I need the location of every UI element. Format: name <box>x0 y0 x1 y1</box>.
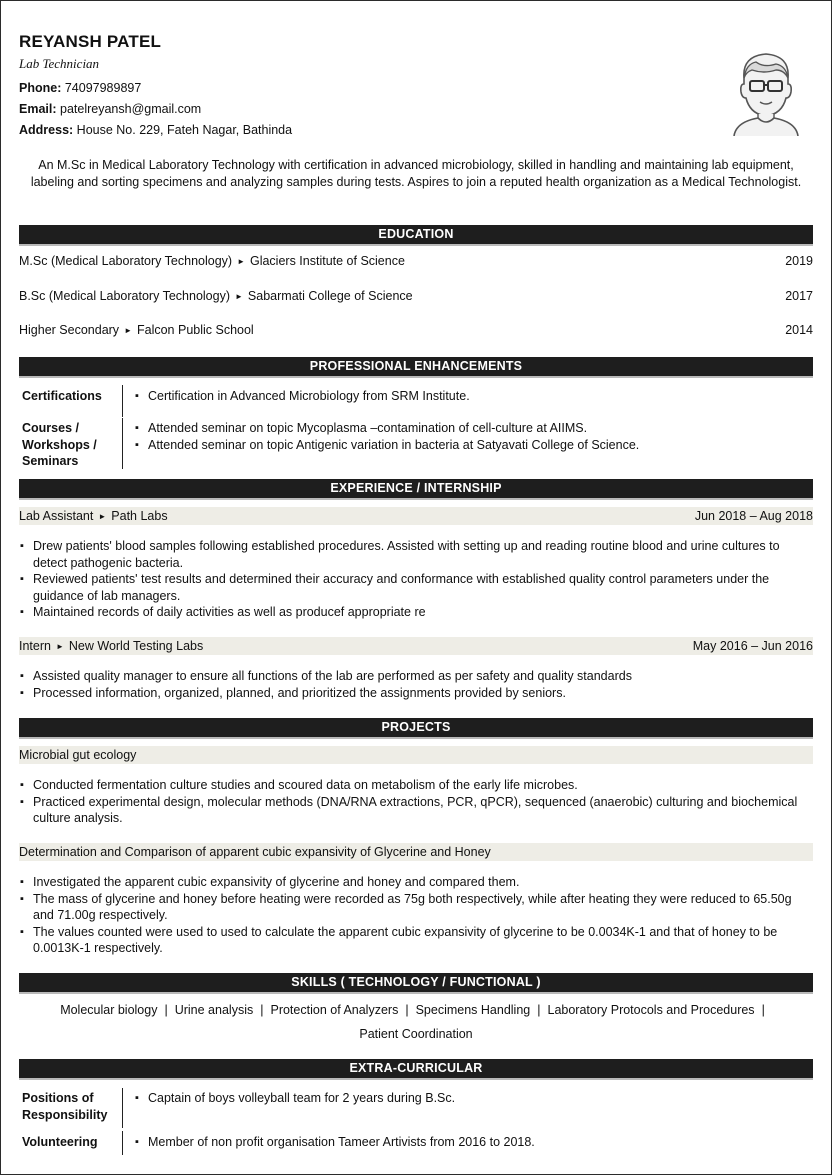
project-title-row <box>19 843 813 861</box>
email-label: Email: <box>19 102 57 116</box>
education-school: Sabarmati College of Science <box>247 289 413 303</box>
list-item: ▪ Assisted quality manager to ensure all functions of the lab are performed as per safety and quality standards <box>19 668 813 685</box>
divider <box>122 385 123 417</box>
project-bullets <box>19 874 813 957</box>
email-line <box>19 99 292 120</box>
section-skills-header: SKILLS ( TECHNOLOGY / FUNCTIONAL ) <box>19 973 813 992</box>
skill-separator: | <box>405 1003 409 1017</box>
list-item: ▪ Investigated the apparent cubic expansivity of glycerine and honey and compared them. <box>19 874 813 891</box>
skill-separator: | <box>537 1003 541 1017</box>
arrow-right-icon: ► <box>235 292 243 301</box>
education-degree: B.Sc (Medical Laboratory Technology) <box>19 289 230 303</box>
candidate-role: Lab Technician <box>19 56 100 71</box>
volunteering-label: Volunteering <box>22 1135 98 1149</box>
list-item: ▪ Drew patients' blood samples following established procedures. Assisted with setting up and reading routine blood and urine cultures to detect pathogenic bacteria. <box>19 538 813 571</box>
list-item: ▪ Maintained records of daily activities as well as producef appropriate re <box>19 604 813 621</box>
skill-item: Specimens Handling <box>415 1003 531 1017</box>
list-item: ▪ Certification in Advanced Microbiology from SRM Institute. <box>134 388 470 405</box>
job-title: Lab Assistant <box>19 509 94 523</box>
divider <box>122 418 123 469</box>
list-item: ▪ Conducted fermentation culture studies and scoured data on metabolism of the early life microbes. <box>19 777 813 794</box>
resume-header <box>19 32 292 141</box>
experience-title-row <box>19 507 813 525</box>
avatar-icon <box>730 48 802 136</box>
list-item: ▪ Practiced experimental design, molecular methods (DNA/RNA extractions, PCR, qPCR), sequenced (anaerobic) culturing and biochemical culture analysis. <box>19 794 813 827</box>
job-org: Path Labs <box>111 509 168 523</box>
education-year: 2019 <box>785 254 813 268</box>
positions-label-line: Positions of <box>22 1091 94 1105</box>
education-school: Falcon Public School <box>136 323 254 337</box>
section-professional-header: PROFESSIONAL ENHANCEMENTS <box>19 357 813 376</box>
list-item: ▪ The values counted were used to used to calculate the apparent cubic expansivity of glycerine to be 0.0034K-1 and that of honey to be 0.0013K-1 respectively. <box>19 924 813 957</box>
profile-summary: An M.Sc in Medical Laboratory Technology with certification in advanced microbiology, skilled in handling and maintaining lab equipment, labeling and sorting specimens and analyzing samples during tests. Aspires to join a reputed health organization as a Medical Technologist. <box>30 158 802 189</box>
education-degree: Higher Secondary <box>19 323 120 337</box>
list-item: ▪ Attended seminar on topic Antigenic variation in bacteria at Satyavati College of Science. <box>134 437 639 454</box>
skill-item: Molecular biology <box>60 1003 158 1017</box>
volunteering-list <box>134 1134 535 1151</box>
job-org: New World Testing Labs <box>68 639 204 653</box>
job-dates: May 2016 – Jun 2016 <box>692 639 813 653</box>
skill-item: Laboratory Protocols and Procedures <box>547 1003 755 1017</box>
divider <box>122 1088 123 1128</box>
experience-bullets <box>19 668 813 701</box>
certifications-label: Certifications <box>22 389 102 403</box>
project-title: Determination and Comparison of apparent cubic expansivity of Glycerine and Honey <box>19 845 491 859</box>
arrow-right-icon: ► <box>55 642 64 651</box>
address-label: Address: <box>19 123 74 137</box>
arrow-right-icon: ► <box>237 257 245 266</box>
certifications-list <box>134 388 470 405</box>
section-projects-header: PROJECTS <box>19 718 813 737</box>
education-year: 2017 <box>785 289 813 303</box>
job-dates: Jun 2018 – Aug 2018 <box>694 509 813 523</box>
skill-item: Patient Coordination <box>359 1027 473 1041</box>
list-item: ▪ Captain of boys volleyball team for 2 years during B.Sc. <box>134 1090 455 1107</box>
education-degree: M.Sc (Medical Laboratory Technology) <box>19 254 233 268</box>
education-school: Glaciers Institute of Science <box>249 254 405 268</box>
section-extra-header: EXTRA-CURRICULAR <box>19 1059 813 1078</box>
experience-bullets <box>19 538 813 621</box>
courses-label <box>22 420 97 470</box>
phone-value: 74097989897 <box>64 81 142 95</box>
courses-label-line: Seminars <box>22 454 79 468</box>
list-item: ▪ Attended seminar on topic Mycoplasma –contamination of cell-culture at AIIMS. <box>134 420 639 437</box>
arrow-right-icon: ► <box>98 512 107 521</box>
courses-label-line: Courses / <box>22 421 79 435</box>
project-title: Microbial gut ecology <box>19 748 137 762</box>
positions-label-line: Responsibility <box>22 1107 108 1122</box>
list-item: ▪ Reviewed patients' test results and determined their accuracy and conformance with established quality control parameters under the guidance of lab managers. <box>19 571 813 604</box>
project-bullets <box>19 777 813 827</box>
skill-separator: | <box>761 1003 765 1017</box>
list-item: ▪ Member of non profit organisation Tameer Artivists from 2016 to 2018. <box>134 1134 535 1151</box>
divider <box>122 1131 123 1155</box>
skill-item: Protection of Analyzers <box>270 1003 399 1017</box>
section-experience-header: EXPERIENCE / INTERNSHIP <box>19 479 813 498</box>
phone-label: Phone: <box>19 81 62 95</box>
section-education-header: EDUCATION <box>19 225 813 244</box>
education-year: 2014 <box>785 323 813 337</box>
education-row <box>19 287 813 305</box>
address-line <box>19 120 292 141</box>
skill-item: Urine analysis <box>174 1003 254 1017</box>
skills-line <box>19 998 813 1022</box>
contact-block <box>19 78 292 141</box>
skill-separator: | <box>260 1003 264 1017</box>
list-item: ▪ The mass of glycerine and honey before heating were recorded as 75g both respectively, while after heating they were reduced to 65.50g and 71.00g respectively. <box>19 891 813 924</box>
courses-label-line: Workshops / <box>22 437 97 452</box>
candidate-name: REYANSH PATEL <box>19 32 162 51</box>
positions-label <box>22 1090 107 1123</box>
arrow-right-icon: ► <box>124 326 132 335</box>
email-value: patelreyansh@gmail.com <box>60 102 202 116</box>
job-title: Intern <box>19 639 51 653</box>
skills-line <box>19 1022 813 1046</box>
courses-list <box>134 420 639 453</box>
experience-title-row <box>19 637 813 655</box>
positions-list <box>134 1090 455 1107</box>
phone-line <box>19 78 292 99</box>
address-value: House No. 229, Fateh Nagar, Bathinda <box>76 123 293 137</box>
education-row <box>19 321 813 339</box>
project-title-row <box>19 746 813 764</box>
skills-list <box>19 998 813 1046</box>
list-item: ▪ Processed information, organized, planned, and prioritized the assignments provided by seniors. <box>19 685 813 702</box>
education-row <box>19 252 813 270</box>
skill-separator: | <box>164 1003 168 1017</box>
